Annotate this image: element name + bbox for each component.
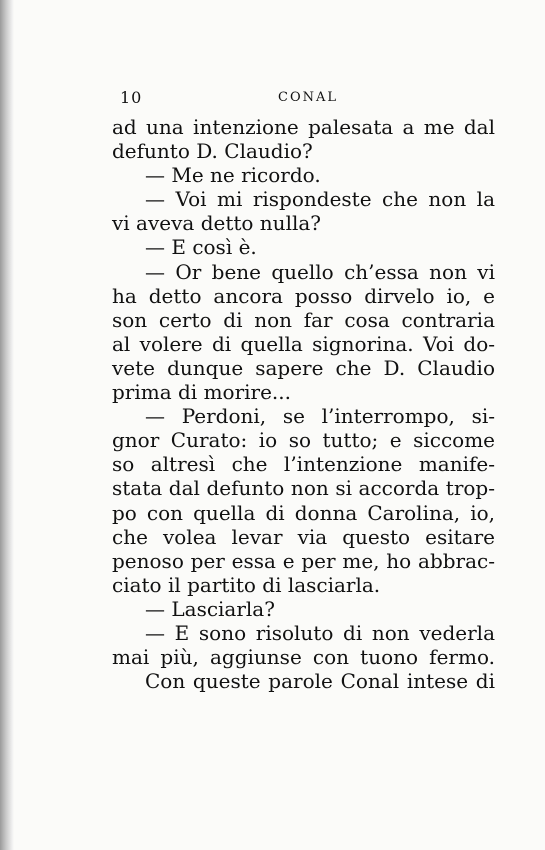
text-line: — Lasciarla? <box>145 596 275 621</box>
text-line: stata dal defunto non si accorda trop- <box>112 476 495 501</box>
text-line: — Voi mi rispondeste che non la <box>145 187 495 212</box>
text-line: — Or bene quello ch’essa non vi <box>145 259 495 284</box>
text-line: mai più, aggiunse con tuono fermo. <box>112 645 495 670</box>
text-line: so altresì che l’intenzione manife- <box>112 452 495 477</box>
text-line: gnor Curato: io so tutto; e siccome <box>112 428 495 453</box>
text-line: ha detto ancora posso dirvelo io, e <box>112 283 495 308</box>
body-text <box>112 115 495 693</box>
text-line: son certo di non far cosa contraria <box>112 307 495 332</box>
text-line: — E sono risoluto di non vederla <box>145 620 495 645</box>
text-line: — Me ne ricordo. <box>145 163 321 188</box>
text-line: ciato il partito di lasciarla. <box>112 572 381 597</box>
text-line: al volere di quella signorina. Voi do- <box>112 331 495 356</box>
text-line: che volea levar via questo esitare <box>112 524 495 549</box>
page-gutter-shadow <box>0 0 14 850</box>
text-line: vete dunque sapere che D. Claudio <box>112 355 495 380</box>
text-line: ad una intenzione palesata a me dal <box>112 115 495 139</box>
page-number: 10 <box>120 88 143 107</box>
running-title: CONAL <box>278 90 339 105</box>
text-line: po con quella di donna Carolina, io, <box>112 500 495 525</box>
text-line: penoso per essa e per me, ho abbrac- <box>112 548 495 573</box>
text-line: — E così è. <box>145 235 257 260</box>
text-line: Con queste parole Conal intese di <box>145 669 495 694</box>
text-line: prima di morire... <box>112 380 291 405</box>
text-line: vi aveva detto nulla? <box>112 211 322 236</box>
text-line: — Perdoni, se l’interrompo, si- <box>145 404 495 429</box>
page-header <box>120 88 489 110</box>
text-line: defunto D. Claudio? <box>112 139 313 164</box>
